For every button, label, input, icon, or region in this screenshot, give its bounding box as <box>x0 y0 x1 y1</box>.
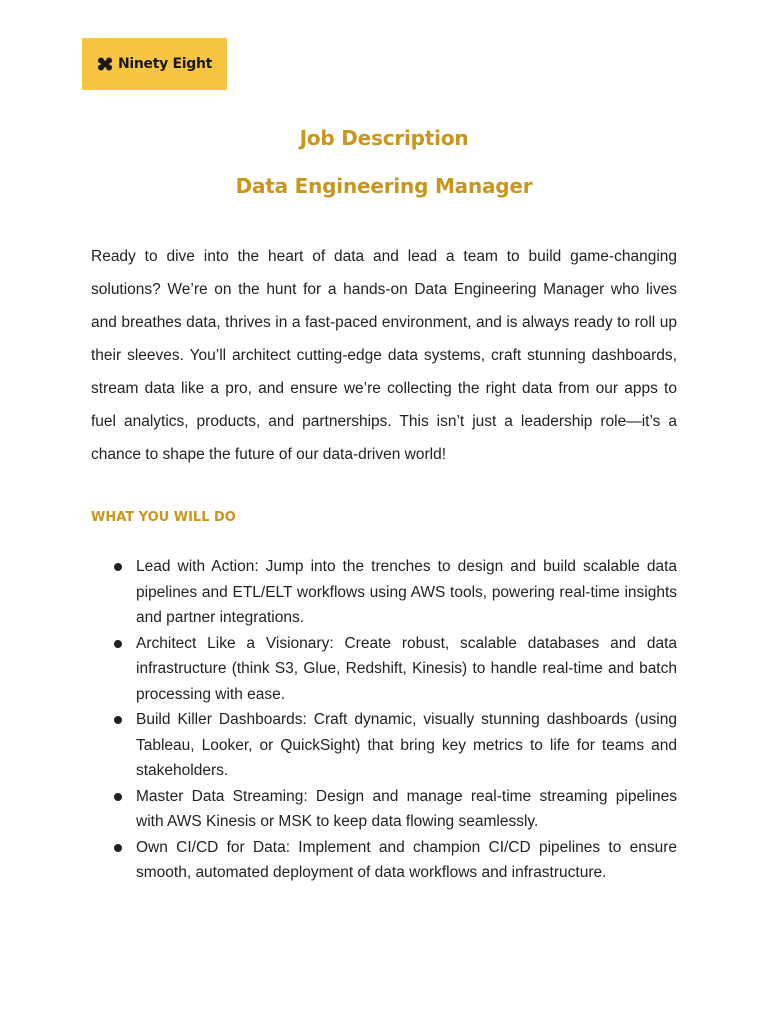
list-item <box>91 554 677 631</box>
list-item <box>91 707 677 784</box>
list-item-text: Master Data Streaming: Design and manage real-time streaming pipelines with AWS Kinesis or MSK to keep data flowing seamlessly. <box>136 787 677 830</box>
list-item-text: Own CI/CD for Data: Implement and champion CI/CD pipelines to ensure smooth, automated deployment of data workflows and infrastructure. <box>136 838 677 881</box>
list-item-text: Lead with Action: Jump into the trenches to design and build scalable data pipelines and ETL/ELT workflows using AWS tools, powering real-time insights and partner integrations. <box>136 558 677 626</box>
list-item <box>91 784 677 835</box>
role-title: Data Engineering Manager <box>235 174 533 198</box>
bullet-icon <box>114 793 122 801</box>
ninety-eight-logo-icon <box>97 57 113 71</box>
intro-paragraph: Ready to dive into the heart of data and lead a team to build game-changing solutions? We’re on the hunt for a hands-on Data Engineering Manager who lives and breathes data, thrives in a fast-paced environment, and is always ready to roll up their sleeves. You’ll architect cutting-edge data systems, craft stunning dashboards, stream data like a pro, and ensure we’re collecting the right data from our apps to fuel analytics, products, and partnerships. This isn’t just a leadership role—it’s a chance to shape the future of our data-driven world! <box>91 248 677 463</box>
document-heading: Job Description <box>299 126 469 150</box>
bullet-icon <box>114 640 122 648</box>
list-item-text: Architect Like a Visionary: Create robust, scalable databases and data infrastructure (think S3, Glue, Redshift, Kinesis) to handle real-time and batch processing with ease. <box>136 634 677 703</box>
list-item <box>91 631 677 708</box>
responsibilities-list <box>91 554 677 886</box>
bullet-icon <box>114 716 122 724</box>
bullet-icon <box>114 844 122 852</box>
bullet-icon <box>114 563 122 571</box>
logo-text: Ninety Eight <box>117 56 213 72</box>
company-logo <box>82 38 227 90</box>
list-item-text: Build Killer Dashboards: Craft dynamic, visually stunning dashboards (using Tableau, Looker, or QuickSight) that bring key metrics to life for teams and stakeholders. <box>136 711 677 779</box>
list-item <box>91 835 677 886</box>
section-heading: WHAT YOU WILL DO <box>91 510 236 525</box>
